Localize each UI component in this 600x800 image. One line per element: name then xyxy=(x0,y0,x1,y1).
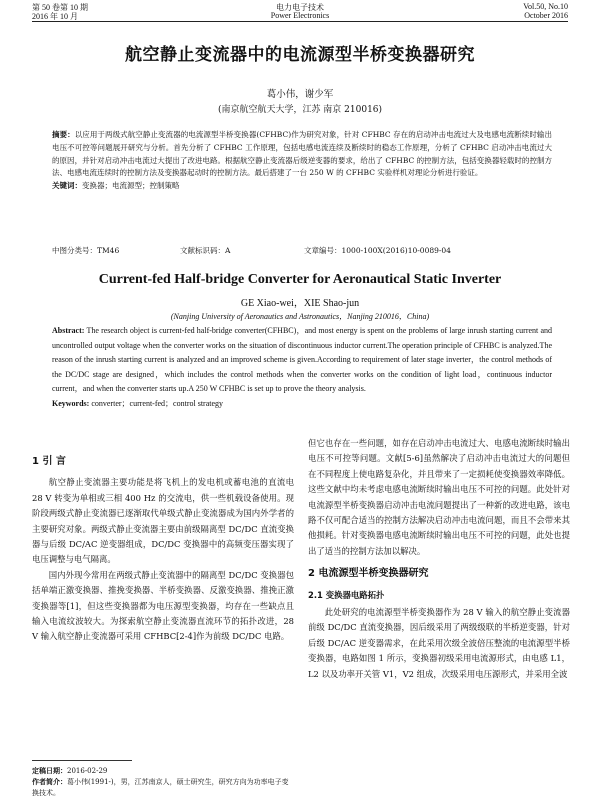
authors-cn: 葛小伟，谢少军 xyxy=(266,89,334,100)
header-journal-en: Power Electronics xyxy=(270,11,330,20)
authors-en: GE Xiao-wei，XIE Shao-jun xyxy=(240,298,360,309)
intro-paragraph-3: 但它也存在一些问题，如存在启动冲击电流过大、电感电流断续时输出电压不可控等问题。文献[5-6]虽然解决了启动冲击电流过大的问题但在不同程度上使电路复杂化，并且带来了一定损耗使变换器效率降低。这些文献中均未考虑电感电流断续时输出电压不可控的问题。此处针对电流源型半桥变换器启动冲击电流问题提出了一种新的改进电路，该电路不仅可配合适当的控制方法解决启动冲击电流问题，而且不会带来其他损耗。针对变换器电感电流断续时输出电压不可控的问题，此处也提出了适当的控制方法加以解决。 xyxy=(308,438,570,556)
abstract-cn-label: 摘要： xyxy=(52,130,75,139)
keywords-cn-text: 变换器；电流源型；控制策略 xyxy=(82,181,180,191)
document-code: 文献标识码：A xyxy=(180,246,231,255)
body-column-left xyxy=(32,450,294,645)
paper-title-en: Current-fed Half-bridge Converter for Aeronautical Static Inverter xyxy=(98,272,502,287)
abstract-cn-text: 以应用于两级式航空静止变流器的电流源型半桥变换器(CFHBC)作为研究对象，针对 CFHBC 存在的启动冲击电流过大及电感电流断续时输出电压不可控等问题展开研究与分析。首先分析了 CFHBC 工作原理，包括电感电流连续及断续时的稳态工作原理，分析了 CFHBC 启动冲击电流过大的原因，并针对启动冲击电流过大提出了改进电路。根据航空静止变流器后级逆变器的要求，给出了 CFHBC 的控制方法，包括变换器轻载时的控制方法、电感电流连续时的控制方法及变换器起动时的控制方法。最后搭建了一台 250 W 的 CFHBC 实验样机对理论分析进行验证。 xyxy=(52,130,552,178)
abstract-cn xyxy=(52,129,552,193)
paper-title-cn: 航空静止变流器中的电流源型半桥变换器研究 xyxy=(125,45,475,65)
footnote xyxy=(32,766,294,799)
author-bio-label: 作者简介： xyxy=(32,778,67,786)
clc-number: 中图分类号：TM46 xyxy=(52,246,120,255)
body-column-right xyxy=(308,436,570,682)
keywords-en-label: Keywords: xyxy=(52,398,90,408)
header-volume-en: Vol.50, No.10 xyxy=(523,2,568,11)
affiliation-cn: (南京航空航天大学，江苏 南京 210016) xyxy=(217,105,383,115)
section-heading-2: 2 电流源型半桥变换器研究 xyxy=(308,568,429,580)
intro-paragraph-1: 航空静止变流器主要功能是将飞机上的发电机或蓄电池的直流电 28 V 转变为单相或三相 400 Hz 的交流电，供一些机载设备使用。现阶段两级式静止变流器已逐渐取代单级式静止变流器成为国内外学者的主要研究对象。两级式静止变流器主要由前级隔离型 DC/DC 直流变换器与后级 DC/AC 逆变器组成，DC/DC 变换器中的高频变压器实现了电压调整与电气隔离。 xyxy=(32,477,294,565)
abstract-en-label: Abstract: xyxy=(52,326,85,335)
subsection-heading-2-1: 2.1 变换器电路拓扑 xyxy=(308,589,385,600)
header-date-en: October 2016 xyxy=(524,11,568,20)
author-bio: 葛小伟(1991-)，男，江苏南京人，硕士研究生，研究方向为功率电子变换技术。 xyxy=(32,778,289,797)
keywords-cn-label: 关键词： xyxy=(52,181,82,191)
header-journal-cn: 电力电子技术 xyxy=(276,3,324,12)
keywords-en-text: converter；current-fed；control strategy xyxy=(91,398,224,408)
abstract-en-text: The research object is current-fed half-bridge converter(CFHBC)，and most energy is spent on the problems of large inrush starting current and uncontrolled output voltage when the converter works on the situation of discontinuous inductor current.The operation principle of CFHBC is analyzed.The reason of the inrush starting current is analyzed and an improved scheme is given.According to requirement of later stage inverter，the control methods of the DC/DC stage are designed，which includes the control methods when the converter works on the condition of light load，continuous inductor current，and when the converter starts up.A 250 W CFHBC is set up to prove the theory analysis. xyxy=(52,326,552,394)
section2-paragraph-1: 此处研究的电流源型半桥变换器作为 28 V 输入的航空静止变流器前级 DC/DC 直流变换器，因后级采用了两级级联的半桥逆变器，针对后级 DC/AC 逆变器需求，在此采用次级全波倍压整流的电流源型半桥变换器，电路如图 1 所示，变换器初级采用电流源形式，由电感 L1，L2 以及功率开关管 V1，V2 组成，次级采用电压源形式，并采用全波 xyxy=(308,607,570,679)
affiliation-en: (Nanjing University of Aeronautics and Astronautics，Nanjing 210016，China) xyxy=(170,312,430,321)
footnote-rule xyxy=(32,760,132,761)
section-heading-intro: 1 引 言 xyxy=(32,456,66,467)
abstract-en xyxy=(52,324,552,412)
header-rule xyxy=(32,21,568,22)
received-label: 定稿日期： xyxy=(32,767,67,775)
header-volume: 第 50 卷第 10 期 xyxy=(32,3,88,12)
header-date: 2016 年 10 月 xyxy=(32,12,78,21)
received-date: 2016-02-29 xyxy=(67,767,108,775)
article-number: 文章编号：1000-100X(2016)10-0089-04 xyxy=(304,246,451,255)
intro-paragraph-2: 国内外现今常用在两级式静止变流器中的隔离型 DC/DC 变换器包括单端正激变换器、推挽变换器、半桥变换器、反激变换器、推挽正激变换器等[1]，但这些变换器都为电压源型变换器，均存在一些缺点且输入电流纹波较大。为探索航空静止变流器直流环节的拓扑改进，28 V 输入航空静止变流器可采用 CFHBC[2-4]作为前级 DC/DC 电路。 xyxy=(32,569,294,642)
